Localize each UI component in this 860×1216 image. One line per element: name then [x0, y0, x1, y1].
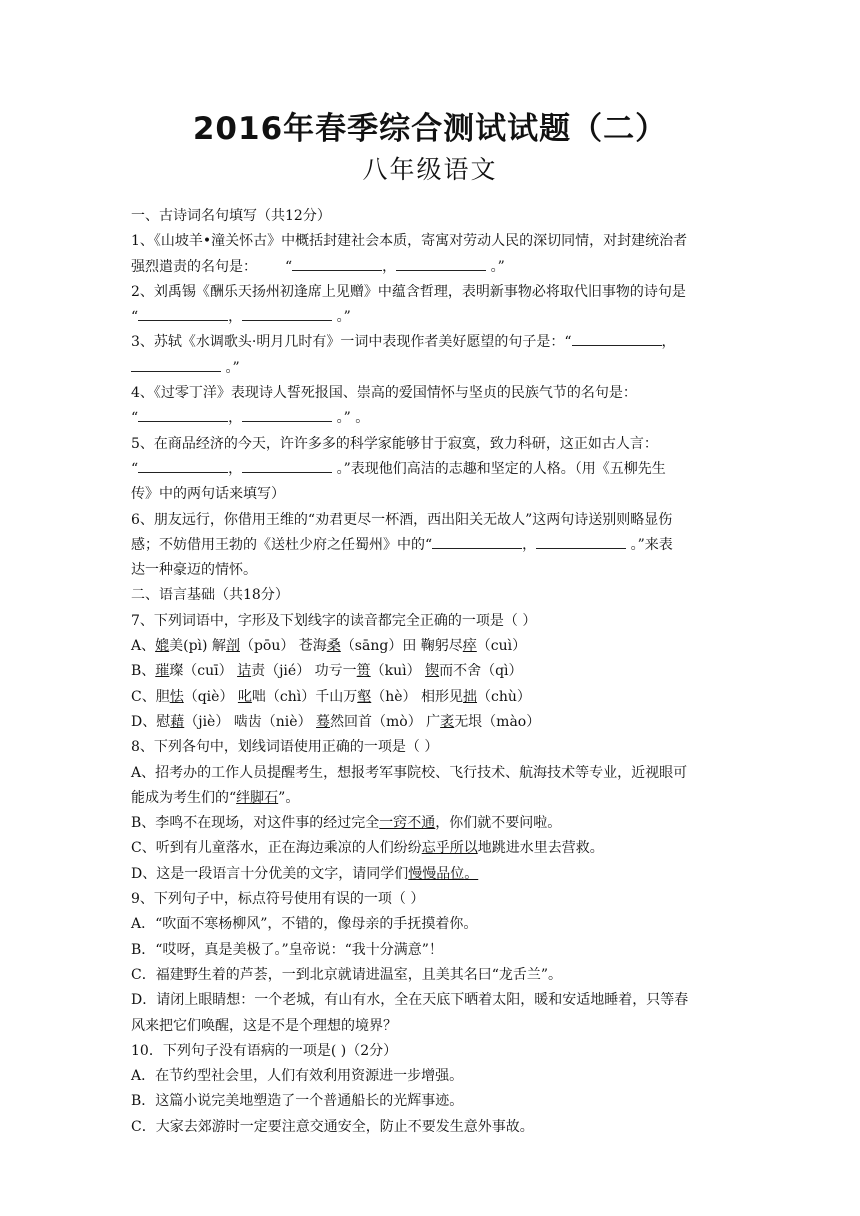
- underlined-char: 叱: [237, 688, 252, 705]
- answer-blank[interactable]: [138, 407, 228, 422]
- question-2-line-1: 2、刘禹锡《酬乐天扬州初逢席上见赠》中蕴含哲理，表明新事物必将取代旧事物的诗句是: [131, 283, 686, 300]
- question-7-option-d: [131, 710, 729, 735]
- underlined-char: 诘: [237, 663, 252, 680]
- answer-blank[interactable]: [242, 306, 332, 321]
- question-9-option-b: B．“哎呀，真是美极了。”皇帝说：“我十分满意”！: [131, 941, 443, 958]
- question-6-line-2: [131, 533, 729, 558]
- question-9-option-d-line-1: D．请闭上眼睛想：一个老城，有山有水，全在天底下晒着太阳，暖和安适地睡着，只等春: [131, 992, 689, 1009]
- text: 。”: [221, 359, 240, 376]
- underlined-char: 篑: [356, 663, 371, 680]
- question-8-option-a-line-1: A、招考办的工作人员提醒考生，想报考军事院校、飞行技术、航海技术等专业，近视眼可: [131, 764, 688, 781]
- question-10-stem: 10．下列句子没有语病的一项是( )（2分）: [131, 1042, 398, 1059]
- question-8-stem: 8、下列各句中，划线词语使用正确的一项是（ ）: [131, 739, 439, 756]
- text: ，: [661, 334, 676, 351]
- exam-subtitle: 八年级语文: [362, 155, 498, 184]
- underlined-char: 拙: [463, 688, 478, 705]
- underlined-char: 袤: [440, 713, 455, 730]
- answer-blank[interactable]: [572, 331, 662, 346]
- underlined-char: 藉: [170, 713, 185, 730]
- section-heading: 二、语言基础（共18分）: [131, 587, 289, 604]
- question-6-line-1: 6、朋友远行，你借用王维的“劝君更尽一杯酒，西出阳关无故人”这两句诗送别则略显伤: [131, 511, 673, 528]
- text: B、: [131, 663, 156, 680]
- text: D、这是一段语言十分优美的文字，请同学们: [131, 865, 409, 882]
- text: （qiè）: [183, 688, 238, 705]
- exam-content: [131, 204, 729, 1140]
- question-5-line-3: 传》中的两句话来填写）: [131, 486, 285, 503]
- question-4-line-1: 4、《过零丁洋》表现诗人誓死报国、崇高的爱国情怀与坚贞的民族气节的名句是：: [131, 385, 637, 402]
- question-9-option-d-line-2: 风来把它们唤醒，这是不是个理想的境界？: [131, 1017, 397, 1034]
- question-6-line-3: 达一种豪迈的情怀。: [131, 562, 257, 579]
- answer-blank[interactable]: [396, 256, 486, 271]
- text: 感；不妨借用王勃的《送杜少府之任蜀州》中的“: [131, 536, 433, 553]
- text: 责（jié） 功亏一: [251, 663, 357, 680]
- answer-blank[interactable]: [138, 458, 228, 473]
- answer-blank[interactable]: [292, 256, 382, 271]
- text: （hè） 相形见: [371, 688, 464, 705]
- underlined-phrase: 慢慢品位。: [408, 865, 479, 882]
- text: ，你们就不要问啦。: [435, 815, 562, 832]
- text: B、李鸣不在现场，对这件事的经过完全: [131, 815, 380, 832]
- text: 。: [350, 410, 370, 427]
- question-8-option-b: [131, 811, 729, 836]
- text: “: [285, 258, 293, 275]
- question-5-line-1: 5、在商品经济的今天，许许多多的科学家能够甘于寂寞，致力科研，这正如古人言：: [131, 435, 658, 452]
- question-8-option-a-line-2: [131, 786, 729, 811]
- text: 璨（cuī）: [169, 663, 238, 680]
- question-10-option-c: C．大家去郊游时一定要注意交通安全，防止不要发生意外事故。: [131, 1118, 534, 1135]
- answer-blank[interactable]: [131, 357, 221, 372]
- underlined-phrase: 一窍不通: [379, 815, 436, 832]
- exam-title: 2016年春季综合测试试题（二）: [192, 111, 668, 147]
- text: ，: [228, 309, 243, 326]
- answer-blank[interactable]: [536, 534, 626, 549]
- question-7-option-c: [131, 685, 729, 710]
- text: “: [131, 460, 139, 477]
- question-4-line-2: [131, 406, 729, 431]
- text: A、: [131, 638, 156, 655]
- text: （kuì）: [370, 663, 426, 680]
- text: 然回首（mò） 广: [330, 713, 441, 730]
- text: ，: [228, 410, 243, 427]
- text: C、胆: [131, 688, 170, 705]
- question-1-line-2: [131, 255, 729, 280]
- text: C、听到有儿童落水，正在海边乘凉的人们纷纷: [131, 840, 422, 857]
- underlined-char: 锲: [425, 663, 440, 680]
- question-5-line-2: [131, 457, 729, 482]
- text: （cuì）: [476, 638, 527, 655]
- underlined-char: 桑: [326, 638, 341, 655]
- text: 。”表现他们高洁的志趣和坚定的人格。（用《五柳先生: [332, 460, 666, 477]
- text: 强烈遣责的名句是：: [131, 258, 257, 275]
- text: 无垠（mào）: [454, 713, 541, 730]
- text: “: [131, 309, 139, 326]
- text: （pōu） 苍海: [239, 638, 327, 655]
- question-3-line-1: [131, 330, 729, 355]
- text: ，: [382, 258, 397, 275]
- answer-blank[interactable]: [242, 458, 332, 473]
- text: D、慰: [131, 713, 171, 730]
- text: 。”来表: [626, 536, 673, 553]
- text: （chù）: [477, 688, 531, 705]
- underlined-char: 蓦: [316, 713, 331, 730]
- underlined-char: 壑: [357, 688, 372, 705]
- answer-blank[interactable]: [138, 306, 228, 321]
- answer-blank[interactable]: [432, 534, 522, 549]
- text: 。”: [332, 410, 351, 427]
- section-heading: 一、古诗词名句填写（共12分）: [131, 208, 331, 224]
- text: 。”: [486, 258, 505, 275]
- text: 3、苏轼《水调歌头·明月几时有》一词中表现作者美好愿望的句子是：“: [131, 334, 572, 351]
- question-10-option-b: B．这篇小说完美地塑造了一个普通船长的光辉事迹。: [131, 1093, 464, 1110]
- question-8-option-c: [131, 836, 729, 861]
- text: ，: [228, 460, 243, 477]
- underlined-char: 媲: [155, 638, 170, 655]
- underlined-char: 怯: [169, 688, 184, 705]
- text: （jiè） 啮齿（niè）: [184, 713, 317, 730]
- text: 地跳进水里去营救。: [477, 840, 604, 857]
- text: 能成为考生们的“: [131, 789, 237, 806]
- text: ”。: [278, 789, 300, 806]
- question-2-line-2: [131, 305, 729, 330]
- underlined-char: 璀: [155, 663, 170, 680]
- text: 而不舍（qì）: [439, 663, 523, 680]
- text: ，: [522, 536, 537, 553]
- question-8-option-d: [131, 862, 729, 887]
- text: 咄（chì）千山万: [251, 688, 358, 705]
- text: 美(pì) 解: [169, 638, 226, 655]
- question-7-stem: 7、下列词语中，字形及下划线字的读音都完全正确的一项是（ ）: [131, 612, 537, 629]
- question-1-line-1: 1、《山坡羊•潼关怀古》中概括封建社会本质，寄寓对劳动人民的深切同情，对封建统治者: [131, 233, 688, 250]
- question-7-option-b: [131, 659, 729, 684]
- question-9-option-c: C．福建野生着的芦荟，一到北京就请进温室，且美其名曰“龙舌兰”。: [131, 966, 563, 983]
- underlined-char: 剖: [225, 638, 240, 655]
- question-9-option-a: A．“吹面不寒杨柳风”，不错的，像母亲的手抚摸着你。: [131, 916, 478, 933]
- text: 。”: [332, 309, 351, 326]
- question-9-stem: 9、下列句子中，标点符号使用有误的一项（ ）: [131, 891, 425, 908]
- answer-blank[interactable]: [242, 407, 332, 422]
- question-3-line-2: [131, 356, 729, 381]
- text: （sāng）田 鞠躬尽: [340, 638, 463, 655]
- question-7-option-a: [131, 634, 729, 659]
- question-10-option-a: A．在节约型社会里，人们有效利用资源进一步增强。: [131, 1068, 464, 1085]
- underlined-phrase: 忘乎所以: [421, 840, 478, 857]
- underlined-char: 瘁: [462, 638, 477, 655]
- underlined-phrase: 绊脚石: [236, 789, 279, 806]
- text: “: [131, 410, 139, 427]
